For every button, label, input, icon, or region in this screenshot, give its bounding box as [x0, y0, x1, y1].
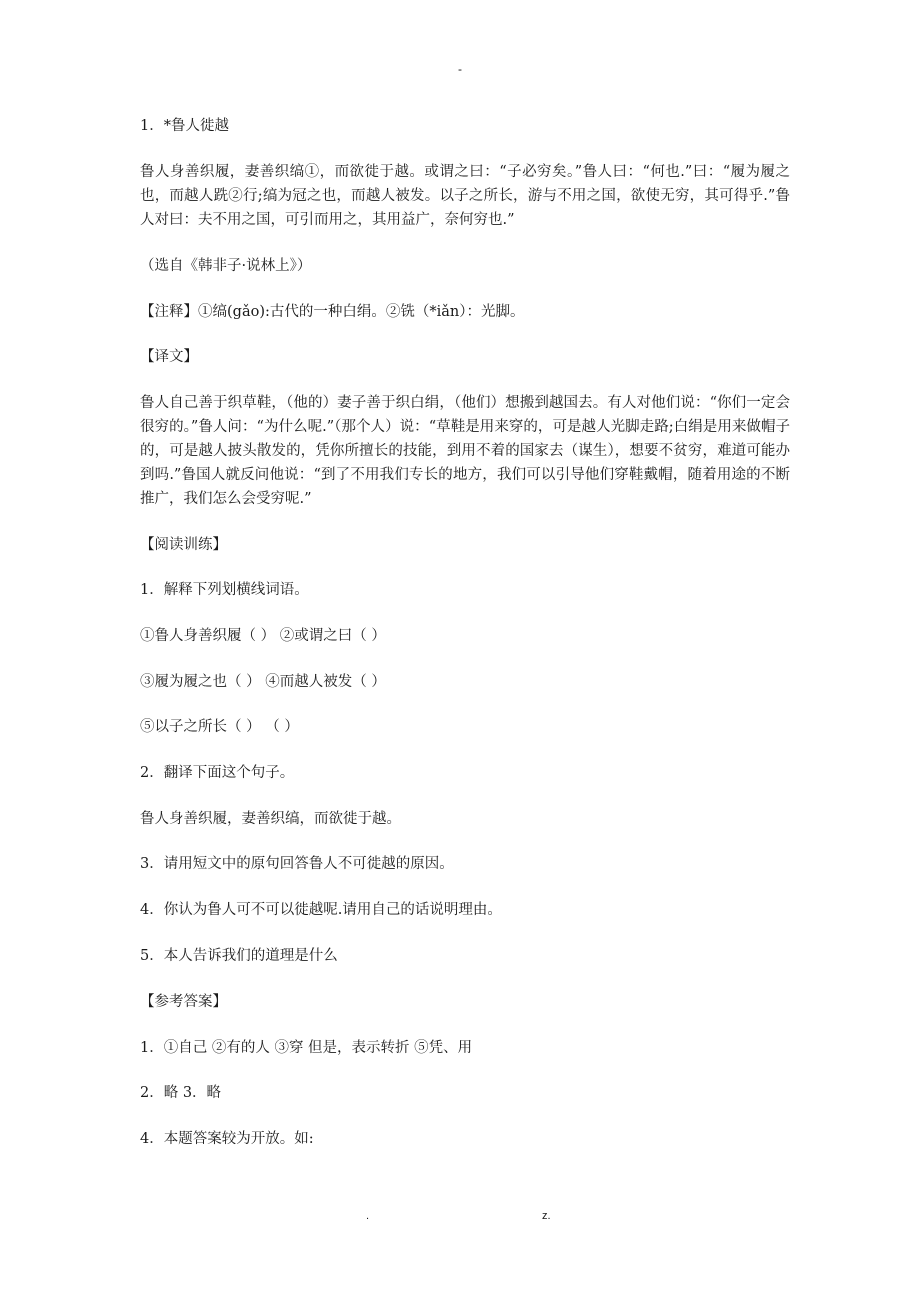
footer-left-mark: .	[366, 1210, 370, 1222]
question-3: 3．请用短文中的原句回答鲁人不可徙越的原因。	[140, 856, 454, 872]
story-source: （选自《韩非子·说林上》）	[140, 258, 312, 274]
question-2: 2．翻译下面这个句子。	[140, 765, 295, 781]
story-title: 1．*鲁人徙越	[140, 118, 229, 134]
question-1: 1．解释下列划横线词语。	[140, 582, 309, 598]
translation-text: 鲁人自己善于织草鞋，（他的）妻子善于织白绢，（他们）想搬到越国去。有人对他们说：“你们一定会很穷的。”鲁人问：“为什么呢.”（那个人）说：“草鞋是用来穿的，可是越人光脚走路;白绢是用来做帽子的，可是越人披头散发的，凭你所擅长的技能，到用不着的国家去（谋生），想要不贫穷，难道可能办到吗.”鲁国人就反问他说：“到了不用我们专长的地方，我们可以引导他们穿鞋戴帽，随着用途的不断推广，我们怎么会受穷呢.”	[140, 395, 790, 507]
question-1-item: ①鲁人身善织履（ ） ②或谓之曰（ ）	[140, 628, 386, 644]
story-text: 鲁人身善织履，妻善织缟①，而欲徙于越。或谓之曰：“子必穷矣。”鲁人曰：“何也.”曰：“履为履之也，而越人跣②行;缟为冠之也，而越人被发。以子之所长，游与不用之国，欲使无穷，其可得乎.”鲁人对曰：夫不用之国，可引而用之，其用益广，奈何穷也.”	[140, 164, 790, 228]
answers-heading: 【参考答案】	[140, 994, 227, 1010]
notes: 【注释】①缟(gǎo):古代的一种白绢。②铣（*iǎn）：光脚。	[140, 304, 525, 320]
exercises-heading: 【阅读训练】	[140, 537, 227, 553]
answer-2-3: 2．略 3．略	[140, 1085, 222, 1101]
question-1-item: ③履为履之也（ ） ④而越人被发（ ）	[140, 674, 386, 690]
footer-right-mark: z.	[542, 1210, 551, 1222]
question-2-sentence: 鲁人身善织履，妻善织缟，而欲徙于越。	[140, 811, 401, 827]
header-mark: -	[458, 62, 462, 76]
answer-4: 4．本题答案较为开放。如:	[140, 1131, 314, 1147]
question-4: 4．你认为鲁人可不可以徙越呢.请用自己的话说明理由。	[140, 902, 502, 918]
answer-1: 1．①自己 ②有的人 ③穿 但是，表示转折 ⑤凭、用	[140, 1040, 473, 1056]
question-5: 5．本人告诉我们的道理是什么	[140, 948, 338, 964]
translation-heading: 【译文】	[140, 349, 198, 365]
question-1-item: ⑤以子之所长（ ） （ ）	[140, 719, 299, 735]
